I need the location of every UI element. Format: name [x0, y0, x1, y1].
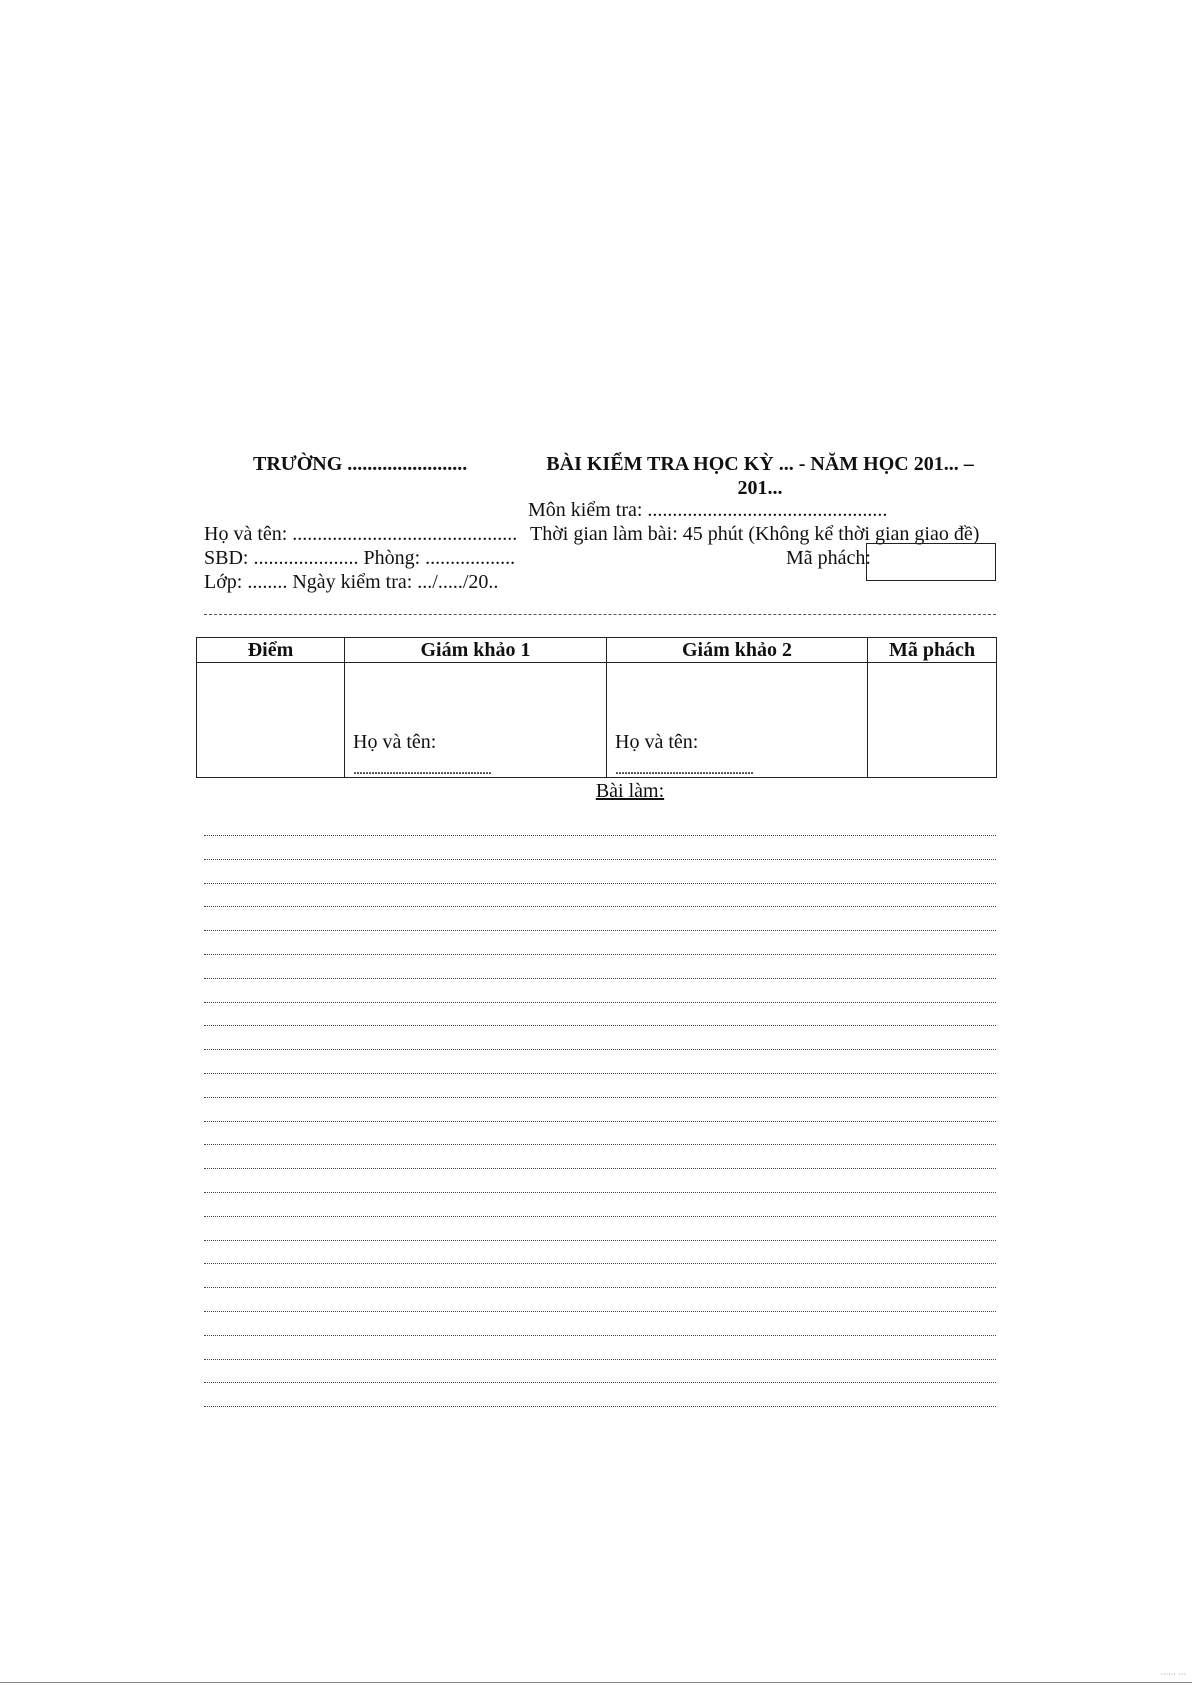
- writing-line: [204, 930, 996, 931]
- exam-title-line-1: BÀI KIỂM TRA HỌC KỲ ... - NĂM HỌC 201... –: [546, 453, 974, 475]
- writing-line: [204, 1263, 996, 1264]
- writing-line: [204, 835, 996, 836]
- writing-line: [204, 1287, 996, 1288]
- examiner-2-cell: [607, 663, 868, 778]
- writing-line: [204, 1097, 996, 1098]
- page-bottom-rule: [0, 1682, 1192, 1683]
- school-name: TRƯỜNG ........................: [253, 453, 468, 475]
- header-score: Điểm: [197, 638, 345, 663]
- answer-title: Bài làm:: [595, 780, 665, 802]
- writing-line: [204, 1240, 996, 1241]
- subject-field: Môn kiểm tra: ................................................: [528, 499, 888, 521]
- writing-line: [204, 1049, 996, 1050]
- header-code: Mã phách: [868, 638, 997, 663]
- header-examiner-1: Giám khảo 1: [345, 638, 607, 663]
- examiner-2-name-label: Họ và tên:: [615, 731, 699, 753]
- writing-line: [204, 1144, 996, 1145]
- writing-line: [204, 906, 996, 907]
- duration-text: Thời gian làm bài: 45 phút (Không kể thời gian giao đề): [530, 523, 980, 545]
- grade-table: [196, 637, 997, 778]
- score-cell: [197, 663, 345, 778]
- examiner-1-name-label: Họ và tên:: [353, 731, 437, 753]
- writing-line: [204, 1406, 996, 1407]
- sbd-room-field: SBD: ..................... Phòng: ..................: [204, 547, 516, 569]
- writing-line: [204, 978, 996, 979]
- writing-line: [204, 859, 996, 860]
- writing-line: [204, 954, 996, 955]
- code-box: [866, 543, 996, 581]
- writing-line: [204, 1311, 996, 1312]
- writing-line: [204, 883, 996, 884]
- code-label: Mã phách:: [786, 547, 871, 569]
- writing-line: [204, 1168, 996, 1169]
- header-examiner-2: Giám khảo 2: [607, 638, 868, 663]
- table-header-row: [197, 638, 997, 663]
- examiner-1-cell: [345, 663, 607, 778]
- table-row: [197, 663, 997, 778]
- writing-line: [204, 1359, 996, 1360]
- corner-mark: ······ ···: [1160, 1670, 1186, 1679]
- exam-title-line-2: 201...: [737, 477, 783, 499]
- writing-line: [204, 1382, 996, 1383]
- writing-line: [204, 1121, 996, 1122]
- writing-line: [204, 1002, 996, 1003]
- writing-line: [204, 1335, 996, 1336]
- examiner-1-name-dots: ..............................................: [353, 763, 491, 777]
- writing-line: [204, 1025, 996, 1026]
- writing-line: [204, 1073, 996, 1074]
- code-cell: [868, 663, 997, 778]
- cut-line: [204, 614, 996, 615]
- writing-line: [204, 1216, 996, 1217]
- writing-lines: [204, 835, 996, 1430]
- writing-line: [204, 1192, 996, 1193]
- examiner-2-name-dots: ..............................................: [615, 763, 753, 777]
- class-date-field: Lớp: ........ Ngày kiểm tra: .../...../20..: [204, 571, 499, 593]
- student-name-field: Họ và tên: .............................................: [204, 523, 518, 545]
